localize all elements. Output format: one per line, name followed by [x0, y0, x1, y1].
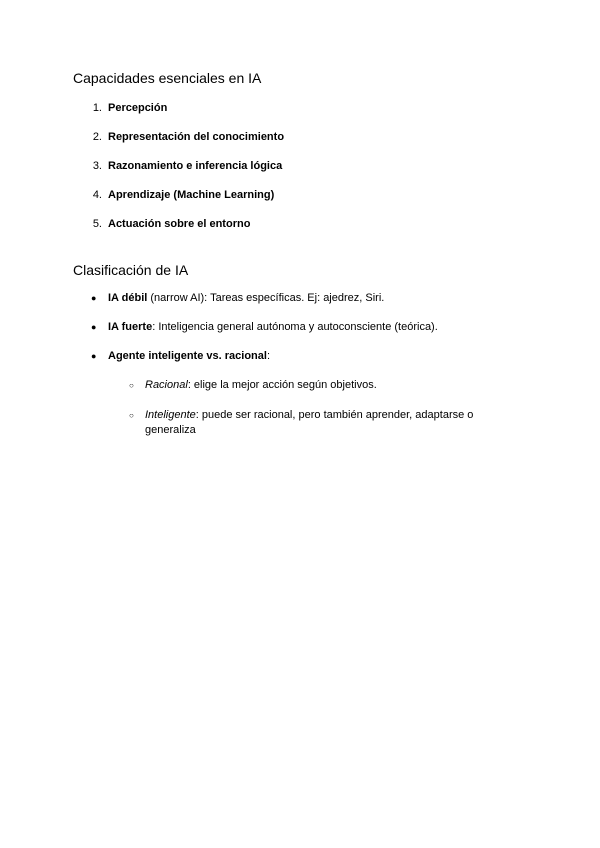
sublist-item-inteligente-continuation: generaliza — [145, 424, 196, 436]
list-item-actuacion: Actuación sobre el entorno — [108, 218, 251, 230]
list-item-ia-debil — [108, 291, 384, 306]
term-agente: Agente inteligente vs. racional — [108, 350, 267, 362]
term-inteligente: Inteligente — [145, 409, 196, 421]
bullet-circle: ○ — [129, 381, 134, 390]
desc-ia-fuerte: : Inteligencia general autónoma y autoconsciente (teórica). — [152, 321, 438, 333]
sublist-item-racional — [145, 378, 377, 393]
bullet-disc: ● — [91, 322, 97, 332]
bullet-circle: ○ — [129, 411, 134, 420]
term-racional: Racional — [145, 379, 188, 391]
bullet-disc: ● — [91, 351, 97, 361]
list-item-percepcion: Percepción — [108, 102, 168, 114]
desc-inteligente: : puede ser racional, pero también aprender, adaptarse o — [195, 409, 474, 421]
list-number: 5. — [92, 218, 102, 230]
list-item-representacion: Representación del conocimiento — [108, 131, 285, 143]
bullet-disc: ● — [91, 293, 97, 303]
desc-agente: : — [266, 350, 270, 362]
list-number: 2. — [92, 131, 102, 143]
heading-clasificacion: Clasificación de IA — [73, 262, 189, 278]
list-number: 1. — [92, 102, 102, 114]
heading-capacidades: Capacidades esenciales en IA — [73, 70, 262, 86]
list-item-agente — [108, 349, 270, 364]
desc-racional: : elige la mejor acción según objetivos. — [187, 379, 377, 391]
sublist-item-inteligente — [145, 408, 473, 423]
list-item-razonamiento: Razonamiento e inferencia lógica — [108, 160, 283, 172]
term-ia-fuerte: IA fuerte — [108, 321, 153, 333]
desc-ia-debil: (narrow AI): Tareas específicas. Ej: ajedrez, Siri. — [147, 292, 385, 304]
list-item-aprendizaje: Aprendizaje (Machine Learning) — [108, 189, 275, 201]
list-number: 4. — [92, 189, 102, 201]
list-number: 3. — [92, 160, 102, 172]
list-item-ia-fuerte — [108, 320, 438, 335]
term-ia-debil: IA débil — [108, 292, 148, 304]
